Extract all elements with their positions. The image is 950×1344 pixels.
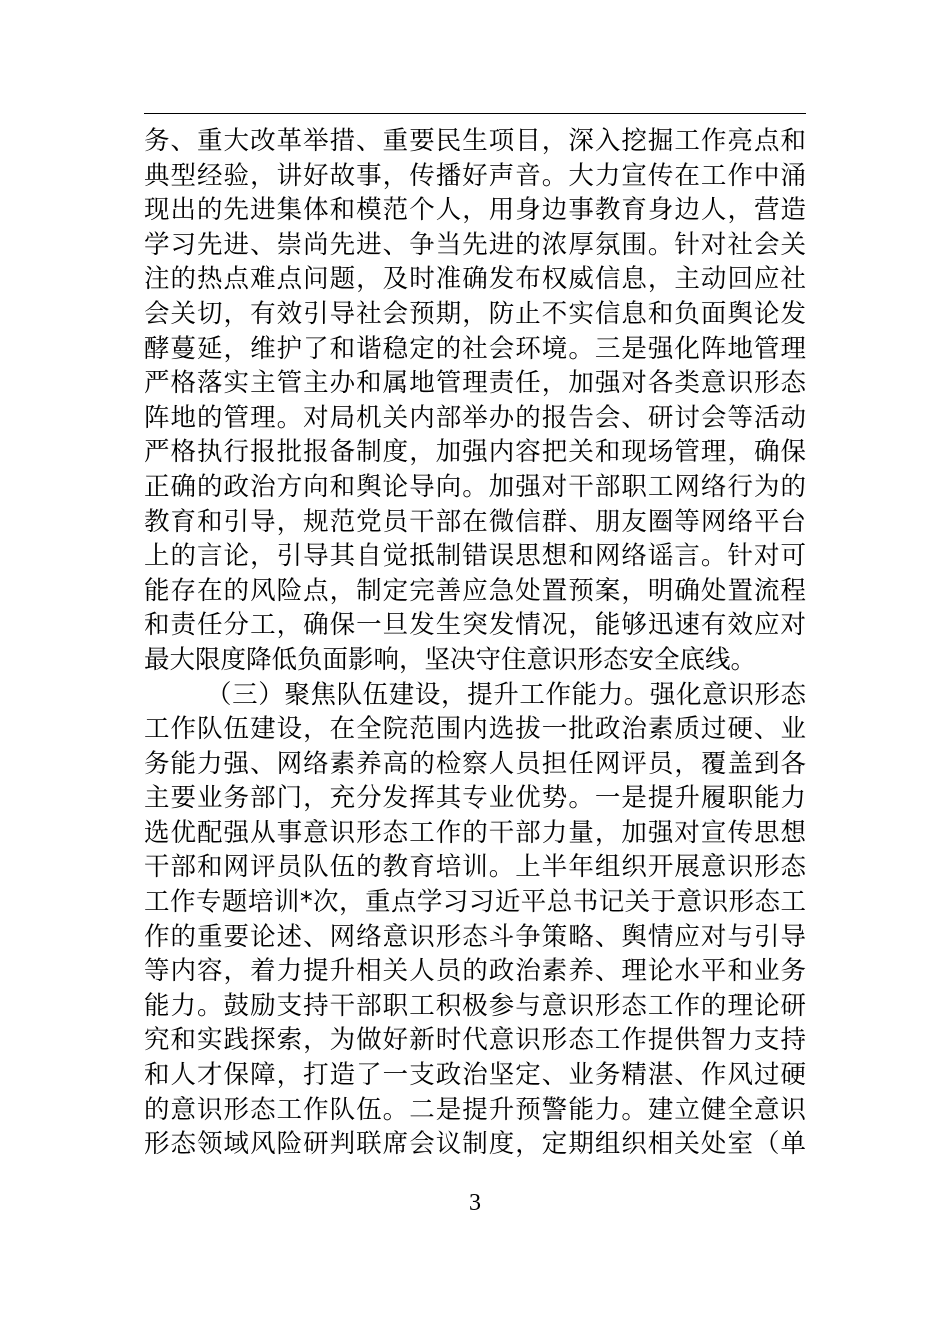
text-line: 务能力强、网络素养高的检察人员担任网评员，覆盖到各 xyxy=(144,748,806,779)
header-rule xyxy=(144,113,806,114)
text-line: 务、重大改革举措、重要民生项目，深入挖掘工作亮点和 xyxy=(144,126,806,156)
text-line: 等内容，着力提升相关人员的政治素养、理论水平和业务 xyxy=(144,956,806,987)
text-line: 能存在的风险点，制定完善应急处置预案，明确处置流程 xyxy=(144,575,806,606)
text-line: 学习先进、崇尚先进、争当先进的浓厚氛围。针对社会关 xyxy=(144,229,806,260)
text-line: 的意识形态工作队伍。二是提升预警能力。建立健全意识 xyxy=(144,1094,806,1125)
page-number: 3 xyxy=(469,1190,481,1216)
text-line: 作的重要论述、网络意识形态斗争策略、舆情应对与引导 xyxy=(144,921,806,952)
text-line: 典型经验，讲好故事，传播好声音。大力宣传在工作中涌 xyxy=(144,160,806,191)
text-line: 工作专题培训*次，重点学习习近平总书记关于意识形态工 xyxy=(144,887,806,918)
text-line: 工作队伍建设，在全院范围内选拔一批政治素质过硬、业 xyxy=(144,714,806,745)
text-line: 教育和引导，规范党员干部在微信群、朋友圈等网络平台 xyxy=(144,506,806,537)
text-line: 正确的政治方向和舆论导向。加强对干部职工网络行为的 xyxy=(144,471,806,502)
text-line: 究和实践探索，为做好新时代意识形态工作提供智力支持 xyxy=(144,1025,806,1056)
text-line: 严格执行报批报备制度，加强内容把关和现场管理，确保 xyxy=(144,437,806,468)
body-text xyxy=(144,124,806,1162)
text-line: 能力。鼓励支持干部职工积极参与意识形态工作的理论研 xyxy=(144,990,806,1021)
text-line: 阵地的管理。对局机关内部举办的报告会、研讨会等活动 xyxy=(144,402,806,433)
text-line: 和责任分工，确保一旦发生突发情况，能够迅速有效应对 xyxy=(144,610,806,641)
text-line: 现出的先进集体和模范个人，用身边事教育身边人，营造 xyxy=(144,195,806,226)
text-line: 选优配强从事意识形态工作的干部力量，加强对宣传思想 xyxy=(144,817,806,848)
text-line: 注的热点难点问题，及时准确发布权威信息，主动回应社 xyxy=(144,264,806,295)
text-line: 主要业务部门，充分发挥其专业优势。一是提升履职能力 xyxy=(144,783,806,814)
text-line: 最大限度降低负面影响，坚决守住意识形态安全底线。 xyxy=(144,644,757,675)
text-line: 酵蔓延，维护了和谐稳定的社会环境。三是强化阵地管理 xyxy=(144,333,806,364)
text-line: 严格落实主管主办和属地管理责任，加强对各类意识形态 xyxy=(144,368,806,399)
section-heading-line: （三）聚焦队伍建设，提升工作能力。强化意识形态 xyxy=(206,679,806,710)
text-line: 会关切，有效引导社会预期，防止不实信息和负面舆论发 xyxy=(144,298,806,329)
text-line: 干部和网评员队伍的教育培训。上半年组织开展意识形态 xyxy=(144,852,806,883)
text-line: 和人才保障，打造了一支政治坚定、业务精湛、作风过硬 xyxy=(144,1060,806,1091)
text-line: 形态领域风险研判联席会议制度，定期组织相关处室（单 xyxy=(144,1129,806,1160)
text-line: 上的言论，引导其自觉抵制错误思想和网络谣言。针对可 xyxy=(144,541,806,572)
